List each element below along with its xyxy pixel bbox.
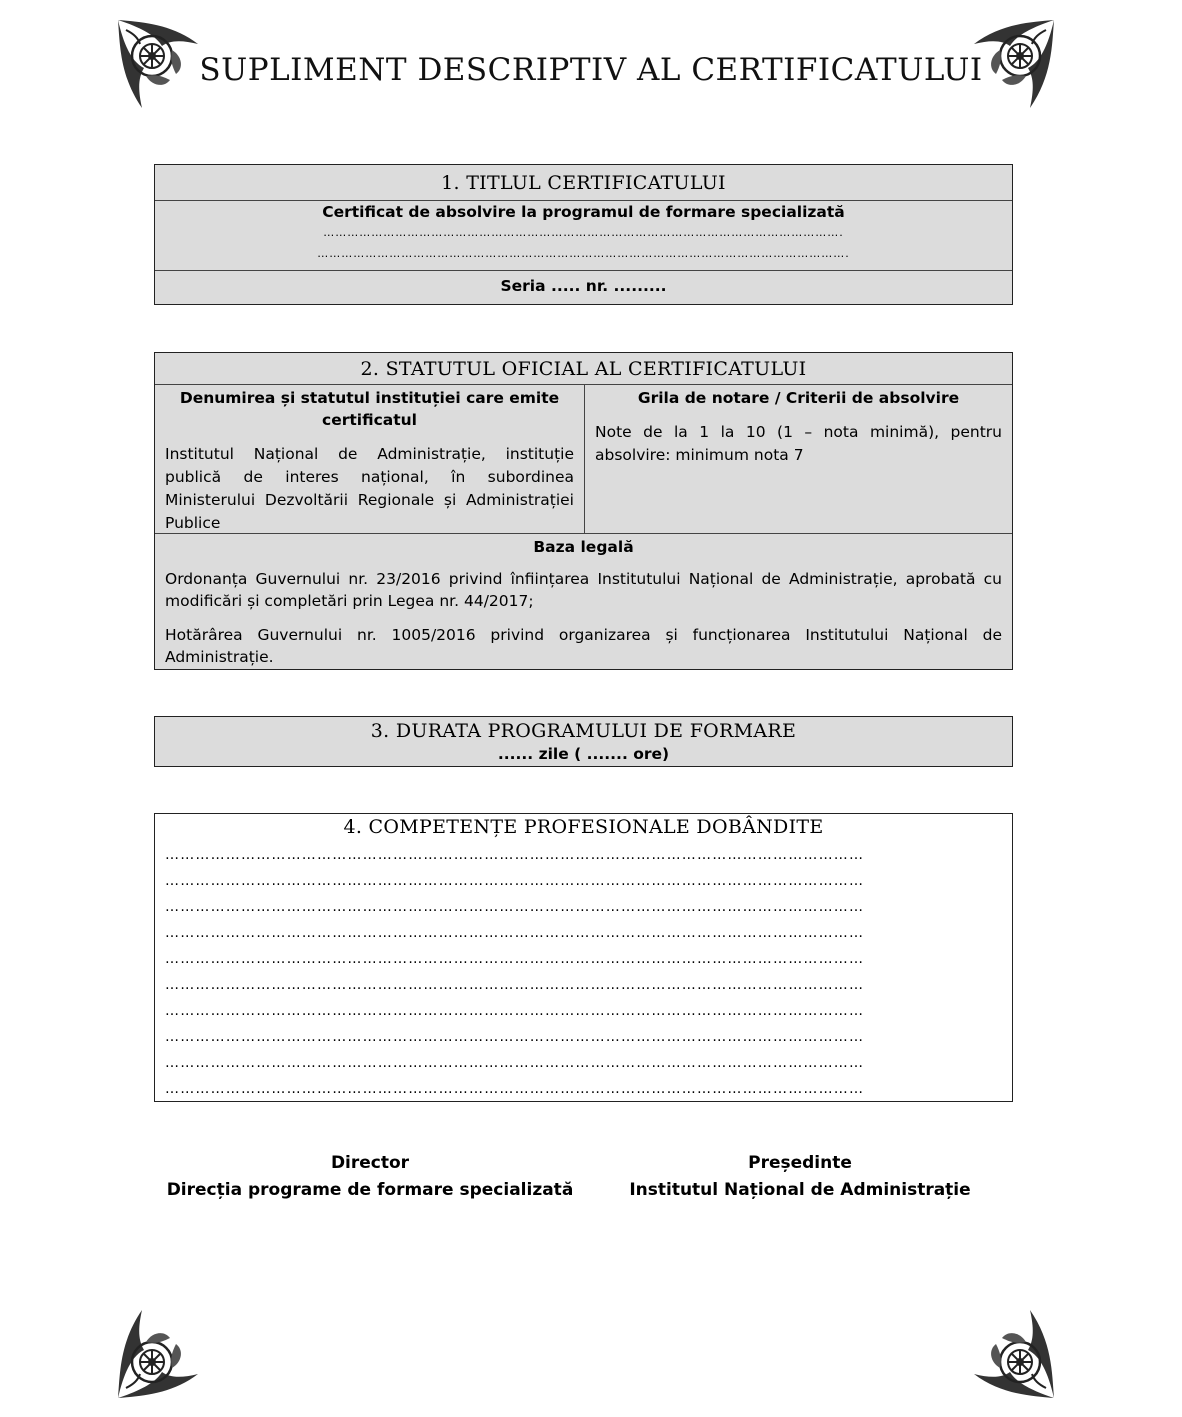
competence-line: ………………………………………………………………………………………………………………………… xyxy=(165,873,865,889)
ornament-icon xyxy=(968,1304,1060,1402)
section-certificate-title xyxy=(154,164,1013,305)
status-columns xyxy=(155,385,1012,534)
signature-role: Director xyxy=(330,1153,410,1173)
legal-paragraph: Ordonanța Guvernului nr. 23/2016 privind înființarea Institutului Național de Administrație, aprobată cu modificări și completări prin Legea nr. 44/2017; xyxy=(165,570,1002,610)
section-heading: 3. DURATA PROGRAMULUI DE FORMARE xyxy=(370,720,797,742)
competence-line: ………………………………………………………………………………………………………………………… xyxy=(165,1055,865,1071)
grading-text: Note de la 1 la 10 (1 – nota minimă), pentru absolvire: minimum nota 7 xyxy=(595,423,1002,464)
competence-line: ………………………………………………………………………………………………………………………… xyxy=(165,847,865,863)
signature-role: Președinte xyxy=(748,1153,852,1173)
competence-lines xyxy=(155,840,1012,1104)
grading-heading: Grila de notare / Criterii de absolvire xyxy=(637,389,960,407)
competence-line: ………………………………………………………………………………………………………………………… xyxy=(165,977,865,993)
competence-line: ………………………………………………………………………………………………………………………… xyxy=(165,925,865,941)
signature-organization: Direcția programe de formare specializată xyxy=(166,1180,574,1200)
issuing-institution-text: Institutul Național de Administrație, instituție publică de interes național, în subordinea Ministerului Dezvoltării Regionale și Administrației Publice xyxy=(165,445,574,532)
section-heading: 2. STATUTUL OFICIAL AL CERTIFICATULUI xyxy=(155,353,1012,385)
certificate-name: Certificat de absolvire la programul de formare specializată xyxy=(322,203,845,221)
section-heading: 1. TITLUL CERTIFICATULUI xyxy=(155,165,1012,201)
ornament-icon xyxy=(112,1304,204,1402)
legal-basis-cell xyxy=(155,534,1012,670)
competence-line: ………………………………………………………………………………………………………………………… xyxy=(165,951,865,967)
blank-line: ……………………………………………………………………………………………………………………. xyxy=(317,247,850,260)
signature-president xyxy=(600,1150,1000,1204)
competence-line: ………………………………………………………………………………………………………………………… xyxy=(165,1081,865,1097)
corner-ornament-bottom-right xyxy=(968,1304,1060,1402)
signature-director xyxy=(150,1150,590,1204)
document-title: SUPLIMENT DESCRIPTIV AL CERTIFICATULUI xyxy=(199,52,983,88)
grading-cell xyxy=(585,385,1012,533)
duration-value: ...... zile ( ....... ore) xyxy=(497,745,670,763)
signature-organization: Institutul Național de Administrație xyxy=(629,1180,971,1200)
section-official-status xyxy=(154,352,1013,670)
section-competences xyxy=(154,813,1013,1102)
blank-line: …………………………………………………………………………………………………………………. xyxy=(323,226,844,239)
corner-ornament-bottom-left xyxy=(112,1304,204,1402)
certificate-name-cell xyxy=(155,201,1012,271)
competence-line: ………………………………………………………………………………………………………………………… xyxy=(165,1029,865,1045)
issuing-institution-cell xyxy=(155,385,585,533)
issuing-institution-heading: Denumirea și statutul instituției care emite certificatul xyxy=(179,389,560,429)
section-heading: 4. COMPETENȚE PROFESIONALE DOBÂNDITE xyxy=(343,816,824,838)
competence-line: ………………………………………………………………………………………………………………………… xyxy=(165,899,865,915)
series-number: Seria ..... nr. ......... xyxy=(500,277,667,295)
competence-line: ………………………………………………………………………………………………………………………… xyxy=(165,1003,865,1019)
legal-paragraph: Hotărârea Guvernului nr. 1005/2016 privind organizarea și funcționarea Institutului Național de Administrație. xyxy=(165,626,1002,666)
legal-basis-heading: Baza legală xyxy=(533,538,634,556)
section-program-duration xyxy=(154,716,1013,767)
